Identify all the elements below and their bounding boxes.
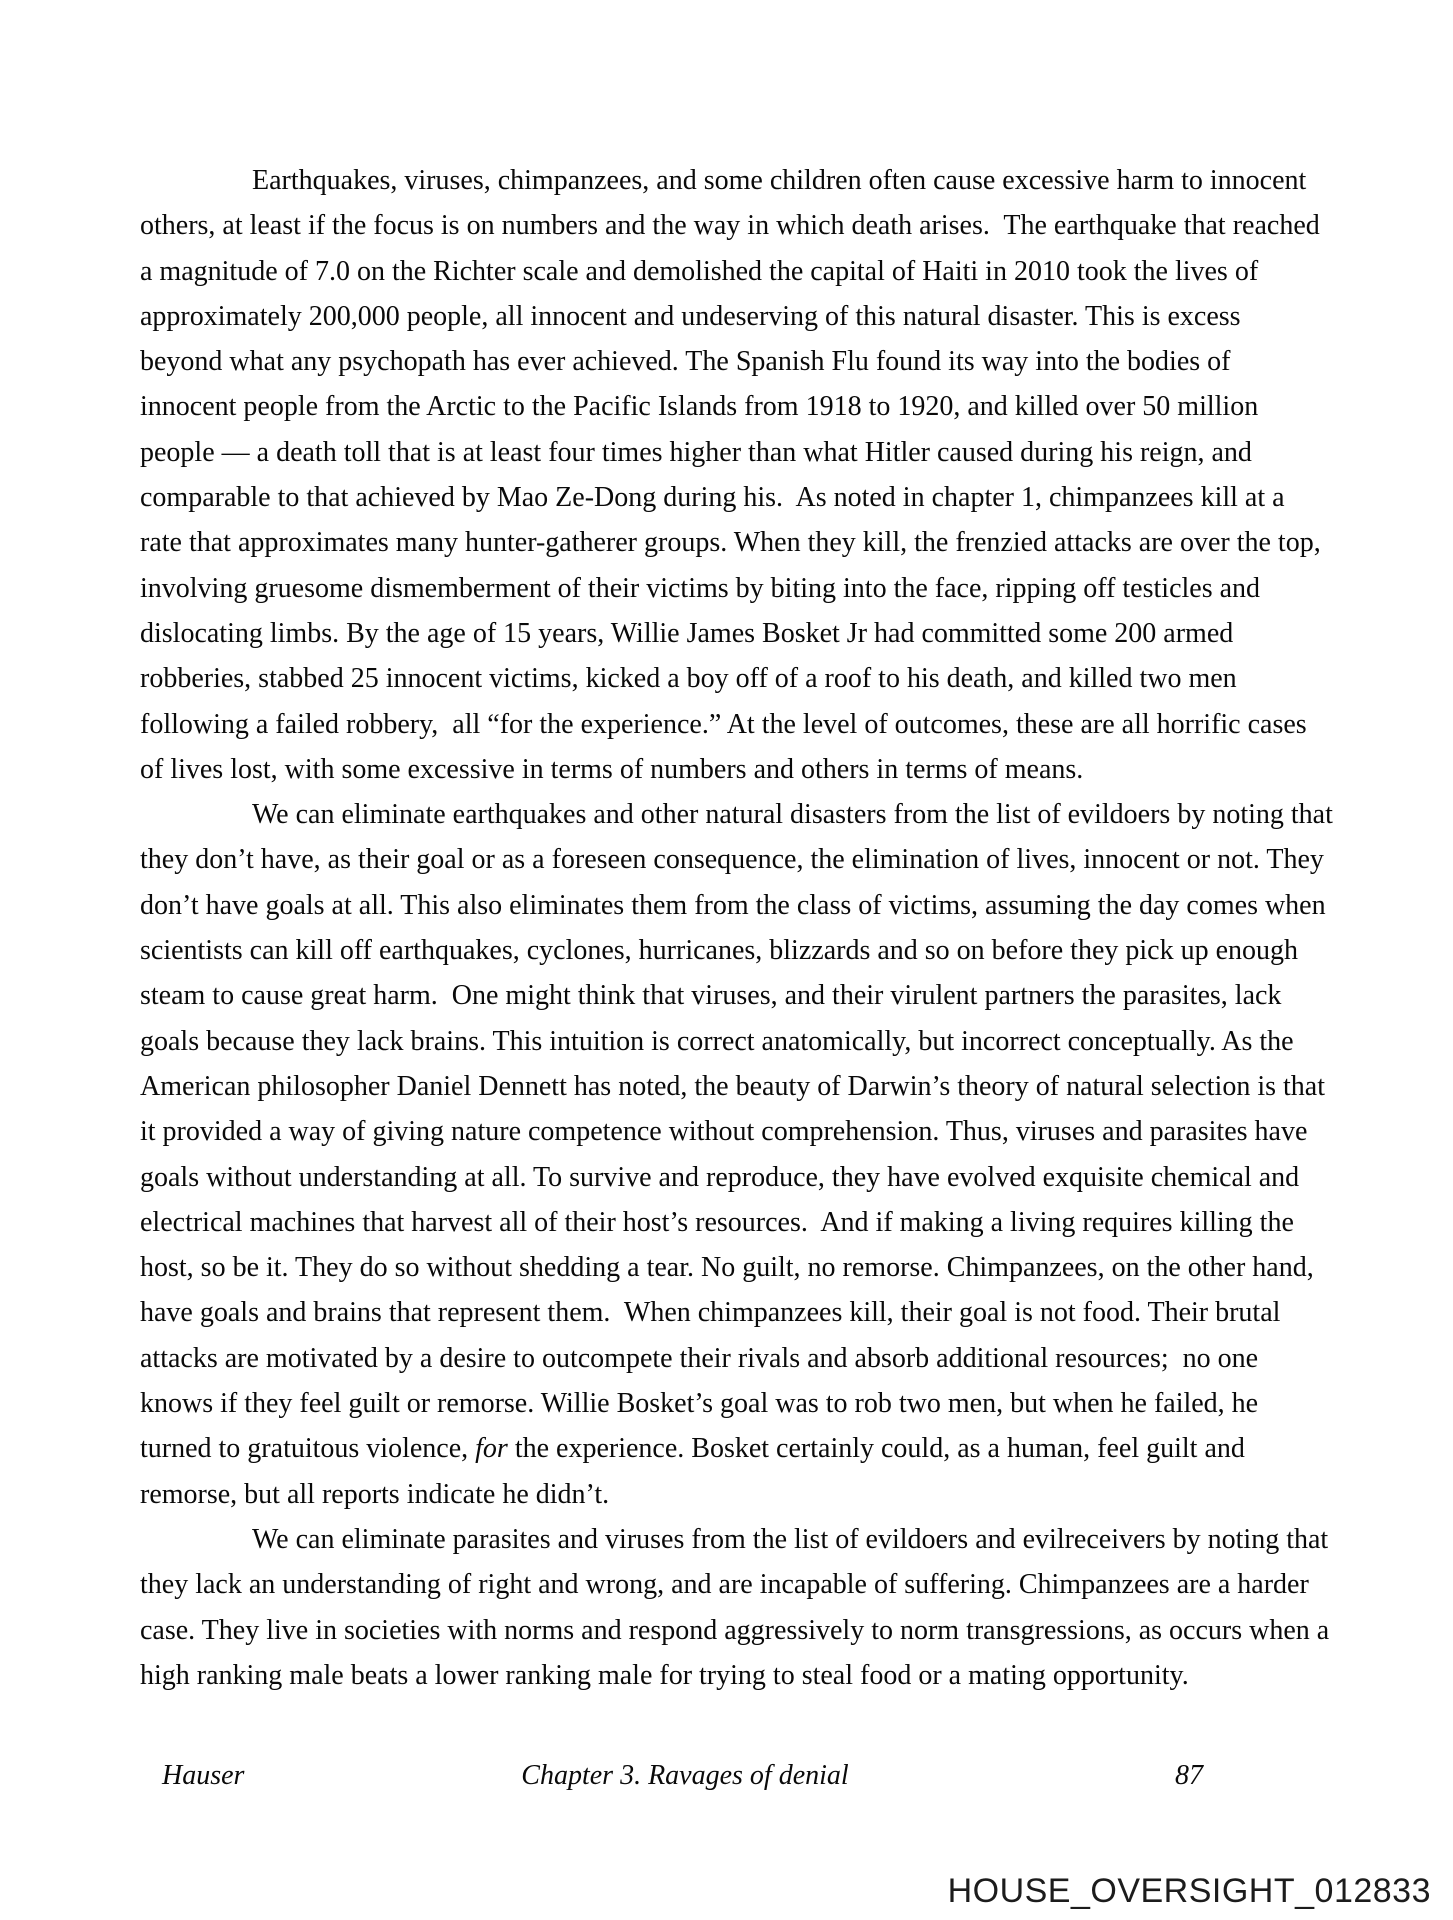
text-line: rate that approximates many hunter-gatherer groups. When they kill, the frenzied attacks are over the top,: [140, 527, 1321, 559]
text-line: host, so be it. They do so without shedding a tear. No guilt, no remorse. Chimpanzees, on the other hand,: [140, 1252, 1314, 1284]
text-line: dislocating limbs. By the age of 15 years, Willie James Bosket Jr had committed some 200 armed: [140, 617, 1234, 649]
footer-author: Hauser: [162, 1760, 245, 1791]
text-line: scientists can kill off earthquakes, cyclones, hurricanes, blizzards and so on before they pick up enough: [140, 935, 1299, 967]
text-line: others, at least if the focus is on numbers and the way in which death arises. The earthquake that reached: [140, 210, 1320, 242]
text-line: electrical machines that harvest all of their host’s resources. And if making a living requires killing the: [140, 1206, 1294, 1238]
text-line: innocent people from the Arctic to the Pacific Islands from 1918 to 1920, and killed over 50 million: [140, 391, 1259, 423]
text-line: of lives lost, with some excessive in terms of numbers and others in terms of means.: [140, 753, 1084, 785]
text-line: following a failed robbery, all “for the experience.” At the level of outcomes, these are all horrific cases: [140, 708, 1307, 740]
paragraph: [140, 158, 1321, 792]
text-line: comparable to that achieved by Mao Ze-Dong during his. As noted in chapter 1, chimpanzees kill at a: [140, 482, 1285, 514]
text-line: attacks are motivated by a desire to outcompete their rivals and absorb additional resources; no one: [140, 1342, 1259, 1374]
text-line: involving gruesome dismemberment of their victims by biting into the face, ripping off testicles and: [140, 572, 1261, 604]
page-footer: [0, 1760, 1453, 1800]
text-line: robberies, stabbed 25 innocent victims, kicked a boy off of a roof to his death, and killed two men: [140, 663, 1237, 695]
text-line: We can eliminate earthquakes and other natural disasters from the list of evildoers by noting that: [252, 799, 1333, 831]
text-line: a magnitude of 7.0 on the Richter scale and demolished the capital of Haiti in 2010 took the lives of: [140, 255, 1259, 287]
text-line: steam to cause great harm. One might think that viruses, and their virulent partners the parasites, lack: [140, 980, 1282, 1012]
text-line: it provided a way of giving nature competence without comprehension. Thus, viruses and parasites have: [140, 1116, 1308, 1148]
text-line: remorse, but all reports indicate he didn’t.: [140, 1478, 610, 1510]
text-line: goals because they lack brains. This intuition is correct anatomically, but incorrect conceptually. As the: [140, 1025, 1294, 1057]
text-line: high ranking male beats a lower ranking male for trying to steal food or a mating opportunity.: [140, 1659, 1189, 1691]
paragraph: [140, 1517, 1330, 1698]
text-line: Earthquakes, viruses, chimpanzees, and some children often cause excessive harm to innocent: [252, 165, 1307, 196]
text-line: knows if they feel guilt or remorse. Willie Bosket’s goal was to rob two men, but when he failed, he: [140, 1388, 1259, 1420]
manuscript-body: [140, 158, 1333, 1698]
text-line: beyond what any psychopath has ever achieved. The Spanish Flu found its way into the bodies of: [140, 346, 1231, 378]
text-line: have goals and brains that represent them. When chimpanzees kill, their goal is not food. Their brutal: [140, 1297, 1281, 1329]
footer-chapter-title: Chapter 3. Ravages of denial: [521, 1760, 849, 1791]
paragraph: [140, 792, 1333, 1517]
text-line: goals without understanding at all. To survive and reproduce, they have evolved exquisite chemical and: [140, 1161, 1300, 1193]
text-line: turned to gratuitous violence, for the experience. Bosket certainly could, as a human, feel guilt and: [140, 1433, 1245, 1465]
text-line: they lack an understanding of right and wrong, and are incapable of suffering. Chimpanzees are a harder: [140, 1569, 1309, 1601]
text-line: people — a death toll that is at least four times higher than what Hitler caused during his reign, and: [140, 436, 1252, 468]
text-line: approximately 200,000 people, all innocent and undeserving of this natural disaster. This is excess: [140, 300, 1241, 332]
text-line: American philosopher Daniel Dennett has noted, the beauty of Darwin’s theory of natural selection is that: [140, 1070, 1325, 1102]
text-line: don’t have goals at all. This also eliminates them from the class of victims, assuming the day comes when: [140, 889, 1326, 921]
text-line: We can eliminate parasites and viruses from the list of evildoers and evilreceivers by noting that: [252, 1523, 1329, 1555]
footer-page-number: 87: [1175, 1760, 1203, 1791]
text-line: they don’t have, as their goal or as a foreseen consequence, the elimination of lives, innocent or not. They: [140, 844, 1324, 876]
bates-stamp: HOUSE_OVERSIGHT_012833: [947, 1872, 1431, 1910]
text-line: case. They live in societies with norms and respond aggressively to norm transgressions, as occurs when a: [140, 1614, 1330, 1646]
